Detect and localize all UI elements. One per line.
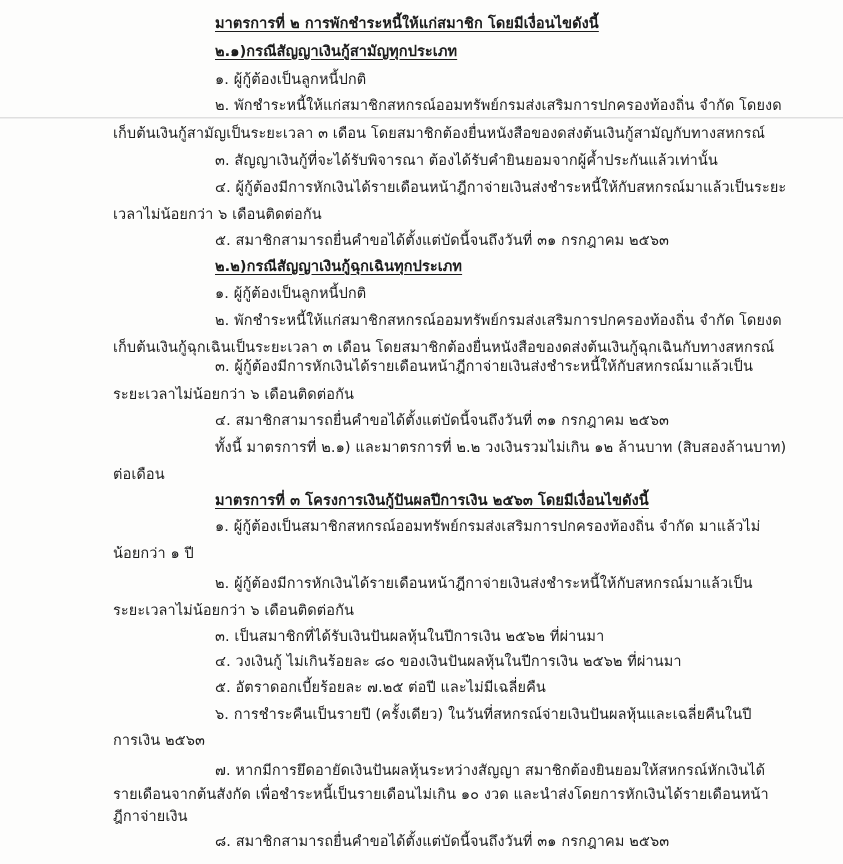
measure-3-heading: มาตรการที่ ๓ โครงการเงินกู้ปันผลปีการเงิน ๒๕๖๓ โดยมีเงื่อนไขดังนี้ [215, 493, 649, 509]
text-line: ๓. สัญญาเงินกู้ที่จะได้รับพิจารณา ต้องได้รับคำยินยอมจากผู้ค้ำประกันแล้วเท่านั้น [215, 153, 718, 169]
text-line: เวลาไม่น้อยกว่า ๖ เดือนติดต่อกัน [113, 207, 322, 223]
text-line: ระยะเวลาไม่น้อยกว่า ๖ เดือนติดต่อกัน [113, 603, 354, 619]
text-line: ๒. พักชำระหนี้ให้แก่สมาชิกสหกรณ์ออมทรัพย์กรมส่งเสริมการปกครองท้องถิ่น จำกัด โดยงด [215, 98, 782, 114]
text-line: ๔. วงเงินกู้ ไม่เกินร้อยละ ๘๐ ของเงินปันผลหุ้นในปีการเงิน ๒๕๖๒ ที่ผ่านมา [215, 654, 682, 670]
text-line: เก็บต้นเงินกู้สามัญเป็นระยะเวลา ๓ เดือน โดยสมาชิกต้องยื่นหนังสือของดส่งต้นเงินกู้สามัญกับทางสหกรณ์ [113, 126, 766, 142]
text-line: เก็บต้นเงินกู้ฉุกเฉินเป็นระยะเวลา ๓ เดือน โดยสมาชิกต้องยื่นหนังสือของดส่งต้นเงินกู้ฉุกเฉินกับทางสหกรณ์ [113, 340, 775, 356]
text-line: ๕. อัตราดอกเบี้ยร้อยละ ๗.๒๕ ต่อปี และไม่มีเฉลี่ยคืน [215, 680, 546, 696]
text-line: การเงิน ๒๕๖๓ [113, 733, 206, 749]
text-line: รายเดือนจากต้นสังกัด เพื่อชำระหนี้เป็นรายเดือนไม่เกิน ๑๐ งวด และนำส่งโดยการหักเงินได้รายเดือนหน้า [113, 787, 769, 803]
text-line: น้อยกว่า ๑ ปี [113, 546, 194, 562]
text-line: ๔. สมาชิกสามารถยื่นคำขอได้ตั้งแต่บัดนี้จนถึงวันที่ ๓๑ กรกฎาคม ๒๕๖๓ [215, 413, 670, 429]
text-line: ๓. ผู้กู้ต้องมีการหักเงินได้รายเดือนหน้าฎีกาจ่ายเงินส่งชำระหนี้ให้กับสหกรณ์มาแล้วเป็น [215, 359, 753, 375]
text-line: ทั้งนี้ มาตรการที่ ๒.๑) และมาตรการที่ ๒.๒ วงเงินรวมไม่เกิน ๑๒ ล้านบาท (สิบสองล้านบาท) [215, 440, 787, 456]
text-line: ๕. สมาชิกสามารถยื่นคำขอได้ตั้งแต่บัดนี้จนถึงวันที่ ๓๑ กรกฎาคม ๒๕๖๓ [215, 233, 670, 249]
text-line: ๒. ผู้กู้ต้องมีการหักเงินได้รายเดือนหน้าฎีกาจ่ายเงินส่งชำระหนี้ให้กับสหกรณ์มาแล้วเป็น [215, 576, 753, 592]
text-line: ๑. ผู้กู้ต้องเป็นลูกหนี้ปกติ [215, 72, 367, 88]
text-line: ต่อเดือน [113, 467, 165, 483]
text-line: ๑. ผู้กู้ต้องเป็นสมาชิกสหกรณ์ออมทรัพย์กรมส่งเสริมการปกครองท้องถิ่น จำกัด มาแล้วไม่ [215, 519, 761, 535]
text-line: ๒. พักชำระหนี้ให้แก่สมาชิกสหกรณ์ออมทรัพย์กรมส่งเสริมการปกครองท้องถิ่น จำกัด โดยงด [215, 313, 782, 329]
section-2-1-heading: ๒.๑)กรณีสัญญาเงินกู้สามัญทุกประเภท [215, 44, 458, 60]
text-line: ๔. ผู้กู้ต้องมีการหักเงินได้รายเดือนหน้าฎีกาจ่ายเงินส่งชำระหนี้ให้กับสหกรณ์มาแล้วเป็นระยะ [215, 180, 787, 196]
measure-2-heading: มาตรการที่ ๒ การพักชำระหนี้ให้แก่สมาชิก โดยมีเงื่อนไขดังนี้ [215, 16, 599, 32]
text-line: ๗. หากมีการยึดอายัดเงินปันผลหุ้นระหว่างสัญญา สมาชิกต้องยินยอมให้สหกรณ์หักเงินได้ [215, 763, 766, 779]
text-line: ๑. ผู้กู้ต้องเป็นลูกหนี้ปกติ [215, 286, 367, 302]
text-line: ๖. การชำระคืนเป็นรายปี (ครั้งเดียว) ในวันที่สหกรณ์จ่ายเงินปันผลหุ้นและเฉลี่ยคืนในปี [215, 707, 752, 723]
text-line: ๘. สมาชิกสามารถยื่นคำขอได้ตั้งแต่บัดนี้จนถึงวันที่ ๓๑ กรกฎาคม ๒๕๖๓ [215, 834, 670, 850]
text-line: ระยะเวลาไม่น้อยกว่า ๖ เดือนติดต่อกัน [113, 387, 354, 403]
scan-fold-line [0, 117, 843, 119]
text-line: ฎีกาจ่ายเงิน [113, 809, 188, 825]
section-2-2-heading: ๒.๒)กรณีสัญญาเงินกู้ฉุกเฉินทุกประเภท [215, 259, 463, 275]
text-line: ๓. เป็นสมาชิกที่ได้รับเงินปันผลหุ้นในปีการเงิน ๒๕๖๒ ที่ผ่านมา [215, 629, 605, 645]
